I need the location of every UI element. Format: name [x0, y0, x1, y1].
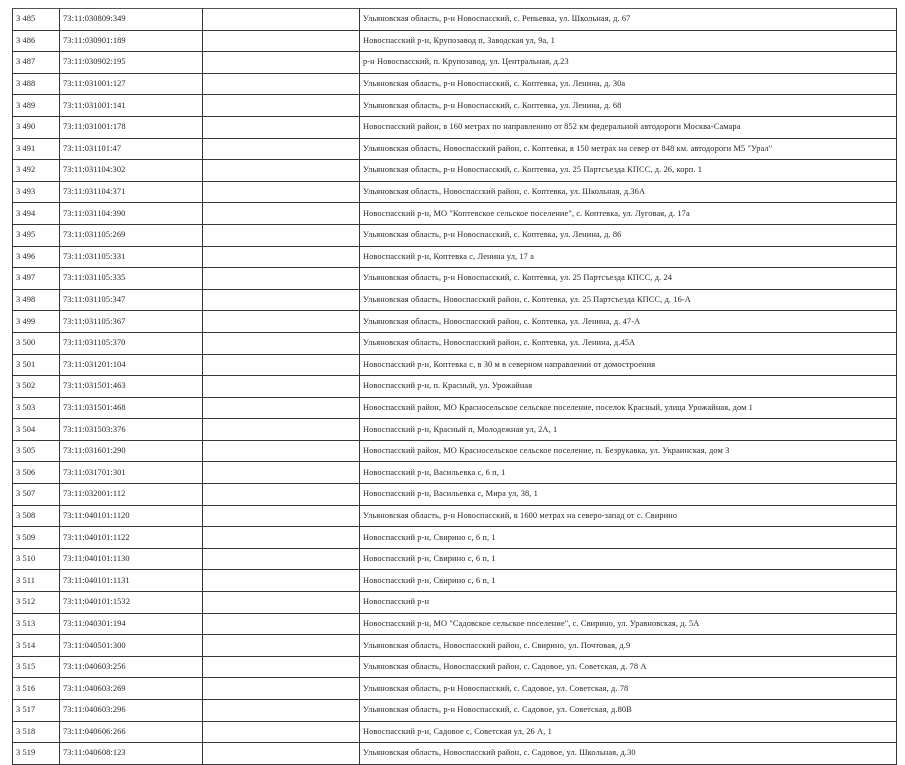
empty-cell	[203, 376, 360, 398]
row-number-cell: 3 486	[13, 30, 60, 52]
row-number-cell: 3 507	[13, 484, 60, 506]
empty-cell	[203, 9, 360, 31]
address-cell: Ульяновская область, Новоспасский район, с. Коптевка, ул. Ленина, д. 47-А	[360, 311, 897, 333]
address-cell: Новоспасский р-н, Васильевка с, Мира ул, 38, 1	[360, 484, 897, 506]
cadastral-number-cell: 73:11:040101:1122	[60, 527, 203, 549]
table-row	[13, 527, 897, 549]
cadastral-number-cell: 73:11:040501:300	[60, 635, 203, 657]
address-cell: Ульяновская область, Новоспасский район, с. Коптевка, ул. Школьная, д.36А	[360, 181, 897, 203]
cadastral-number-cell: 73:11:040603:296	[60, 700, 203, 722]
table-row	[13, 181, 897, 203]
address-cell: Новоспасский р-н, МО "Коптевское сельское поселение", с. Коптевка, ул. Луговая, д. 17а	[360, 203, 897, 225]
empty-cell	[203, 635, 360, 657]
row-number-cell: 3 489	[13, 95, 60, 117]
table-row	[13, 246, 897, 268]
empty-cell	[203, 30, 360, 52]
table-row	[13, 440, 897, 462]
table-row	[13, 376, 897, 398]
table-row	[13, 289, 897, 311]
address-cell: р-н Новоспасский, п. Крупозавод, ул. Центральная, д.23	[360, 52, 897, 74]
empty-cell	[203, 160, 360, 182]
row-number-cell: 3 509	[13, 527, 60, 549]
row-number-cell: 3 503	[13, 397, 60, 419]
cadastral-number-cell: 73:11:040606:266	[60, 721, 203, 743]
empty-cell	[203, 246, 360, 268]
table-row	[13, 462, 897, 484]
row-number-cell: 3 512	[13, 592, 60, 614]
table-row	[13, 116, 897, 138]
cadastral-number-cell: 73:11:031105:335	[60, 268, 203, 290]
table-row	[13, 635, 897, 657]
empty-cell	[203, 462, 360, 484]
row-number-cell: 3 510	[13, 548, 60, 570]
empty-cell	[203, 138, 360, 160]
empty-cell	[203, 332, 360, 354]
table-row	[13, 160, 897, 182]
cadastral-number-cell: 73:11:031105:269	[60, 224, 203, 246]
row-number-cell: 3 513	[13, 613, 60, 635]
row-number-cell: 3 495	[13, 224, 60, 246]
row-number-cell: 3 485	[13, 9, 60, 31]
row-number-cell: 3 505	[13, 440, 60, 462]
row-number-cell: 3 496	[13, 246, 60, 268]
cadastral-number-cell: 73:11:032001:112	[60, 484, 203, 506]
table-row	[13, 9, 897, 31]
row-number-cell: 3 487	[13, 52, 60, 74]
cadastral-number-cell: 73:11:040101:1120	[60, 505, 203, 527]
cadastral-number-cell: 73:11:031104:302	[60, 160, 203, 182]
empty-cell	[203, 700, 360, 722]
empty-cell	[203, 505, 360, 527]
address-cell: Ульяновская область, Новоспасский район, с. Коптевка, ул. Ленина, д.45А	[360, 332, 897, 354]
address-cell: Новоспасский р-н, Красный п, Молодежная ул, 2А, 1	[360, 419, 897, 441]
address-cell: Ульяновская область, р-н Новоспасский, с. Садовое, ул. Советская, д. 78	[360, 678, 897, 700]
empty-cell	[203, 52, 360, 74]
row-number-cell: 3 516	[13, 678, 60, 700]
address-cell: Новоспасский р-н, Садовое с, Советская ул, 26 А, 1	[360, 721, 897, 743]
address-cell: Новоспасский р-н, Свирино с, 6 п, 1	[360, 548, 897, 570]
address-cell: Ульяновская область, Новоспасский район, с. Свирино, ул. Почтовая, д.9	[360, 635, 897, 657]
address-cell: Новоспасский р-н, Крупозавод п, Заводская ул, 9а, 1	[360, 30, 897, 52]
table-row	[13, 484, 897, 506]
address-cell: Новоспасский р-н, Васильевка с, 6 п, 1	[360, 462, 897, 484]
cadastral-number-cell: 73:11:040301:194	[60, 613, 203, 635]
cadastral-number-cell: 73:11:040101:1532	[60, 592, 203, 614]
empty-cell	[203, 73, 360, 95]
empty-cell	[203, 570, 360, 592]
empty-cell	[203, 95, 360, 117]
address-cell: Ульяновская область, р-н Новоспасский, с. Коптевка, ул. Ленина, д. 68	[360, 95, 897, 117]
address-cell: Ульяновская область, р-н Новоспасский, с. Репьевка, ул. Школьная, д. 67	[360, 9, 897, 31]
row-number-cell: 3 502	[13, 376, 60, 398]
address-cell: Новоспасский р-н, МО "Садовское сельское поселение", с. Свирино, ул. Уравновская, д. 5А	[360, 613, 897, 635]
cadastral-number-cell: 73:11:040603:269	[60, 678, 203, 700]
address-cell: Новоспасский район, в 160 метрах по направлению от 852 км федеральной автодороги Москва-Самара	[360, 116, 897, 138]
cadastral-number-cell: 73:11:040608:123	[60, 743, 203, 765]
cadastral-number-cell: 73:11:031201:104	[60, 354, 203, 376]
address-cell: Ульяновская область, р-н Новоспасский, с. Садовое, ул. Советская, д.80В	[360, 700, 897, 722]
cadastral-number-cell: 73:11:031501:463	[60, 376, 203, 398]
row-number-cell: 3 515	[13, 656, 60, 678]
address-cell: Новоспасский район, МО Красносельское сельское поселение, п. Безрукавка, ул. Украинская, дом 3	[360, 440, 897, 462]
row-number-cell: 3 490	[13, 116, 60, 138]
empty-cell	[203, 419, 360, 441]
address-cell: Ульяновская область, р-н Новоспасский, с. Коптевка, ул. Ленина, д. 86	[360, 224, 897, 246]
address-cell: Ульяновская область, Новоспасский район, с. Садовое, ул. Школьная, д.30	[360, 743, 897, 765]
cadastral-number-cell: 73:11:031501:468	[60, 397, 203, 419]
table-row	[13, 203, 897, 225]
address-cell: Ульяновская область, р-н Новоспасский, в 1600 метрах на северо-запад от с. Свирино	[360, 505, 897, 527]
row-number-cell: 3 494	[13, 203, 60, 225]
address-cell: Новоспасский р-н, Коптевка с, в 30 м в северном направлении от домостроения	[360, 354, 897, 376]
cadastral-number-cell: 73:11:031101:47	[60, 138, 203, 160]
empty-cell	[203, 613, 360, 635]
property-registry-table	[12, 8, 897, 765]
cadastral-number-cell: 73:11:031503:376	[60, 419, 203, 441]
table-row	[13, 592, 897, 614]
cadastral-number-cell: 73:11:031001:141	[60, 95, 203, 117]
table-row	[13, 268, 897, 290]
row-number-cell: 3 511	[13, 570, 60, 592]
row-number-cell: 3 497	[13, 268, 60, 290]
empty-cell	[203, 721, 360, 743]
cadastral-number-cell: 73:11:031105:331	[60, 246, 203, 268]
row-number-cell: 3 492	[13, 160, 60, 182]
empty-cell	[203, 656, 360, 678]
empty-cell	[203, 678, 360, 700]
empty-cell	[203, 116, 360, 138]
table-row	[13, 397, 897, 419]
row-number-cell: 3 517	[13, 700, 60, 722]
address-cell: Ульяновская область, р-н Новоспасский, с. Коптевка, ул. 25 Партсъезда КПСС, д. 26, корп. 1	[360, 160, 897, 182]
cadastral-number-cell: 73:11:030901:189	[60, 30, 203, 52]
cadastral-number-cell: 73:11:040603:256	[60, 656, 203, 678]
cadastral-number-cell: 73:11:031104:390	[60, 203, 203, 225]
empty-cell	[203, 440, 360, 462]
cadastral-number-cell: 73:11:030809:349	[60, 9, 203, 31]
address-cell: Новоспасский р-н, Свирино с, 6 п, 1	[360, 527, 897, 549]
row-number-cell: 3 518	[13, 721, 60, 743]
address-cell: Новоспасский р-н, Свирино с, 6 п, 1	[360, 570, 897, 592]
row-number-cell: 3 498	[13, 289, 60, 311]
row-number-cell: 3 501	[13, 354, 60, 376]
table-row	[13, 613, 897, 635]
empty-cell	[203, 354, 360, 376]
address-cell: Новоспасский р-н	[360, 592, 897, 614]
table-row	[13, 95, 897, 117]
cadastral-number-cell: 73:11:031105:347	[60, 289, 203, 311]
table-row	[13, 332, 897, 354]
row-number-cell: 3 499	[13, 311, 60, 333]
empty-cell	[203, 397, 360, 419]
row-number-cell: 3 514	[13, 635, 60, 657]
row-number-cell: 3 491	[13, 138, 60, 160]
cadastral-number-cell: 73:11:031105:367	[60, 311, 203, 333]
cadastral-number-cell: 73:11:030902:195	[60, 52, 203, 74]
row-number-cell: 3 508	[13, 505, 60, 527]
cadastral-number-cell: 73:11:031105:370	[60, 332, 203, 354]
table-row	[13, 656, 897, 678]
empty-cell	[203, 743, 360, 765]
table-body	[13, 9, 897, 765]
cadastral-number-cell: 73:11:031104:371	[60, 181, 203, 203]
empty-cell	[203, 268, 360, 290]
row-number-cell: 3 493	[13, 181, 60, 203]
empty-cell	[203, 527, 360, 549]
table-row	[13, 354, 897, 376]
cadastral-number-cell: 73:11:040101:1130	[60, 548, 203, 570]
table-row	[13, 678, 897, 700]
table-row	[13, 73, 897, 95]
empty-cell	[203, 181, 360, 203]
row-number-cell: 3 504	[13, 419, 60, 441]
cadastral-number-cell: 73:11:031601:290	[60, 440, 203, 462]
address-cell: Ульяновская область, Новоспасский район, с. Садовое, ул. Советская, д. 78 А	[360, 656, 897, 678]
table-row	[13, 311, 897, 333]
empty-cell	[203, 289, 360, 311]
row-number-cell: 3 488	[13, 73, 60, 95]
table-row	[13, 548, 897, 570]
row-number-cell: 3 506	[13, 462, 60, 484]
address-cell: Ульяновская область, Новоспасский район, с. Коптевка, ул. 25 Партсъезда КПСС, д. 16-А	[360, 289, 897, 311]
empty-cell	[203, 311, 360, 333]
address-cell: Новоспасский р-н, п. Красный, ул. Урожайная	[360, 376, 897, 398]
cadastral-number-cell: 73:11:031001:178	[60, 116, 203, 138]
table-row	[13, 700, 897, 722]
table-row	[13, 570, 897, 592]
table-row	[13, 721, 897, 743]
cadastral-number-cell: 73:11:031001:127	[60, 73, 203, 95]
row-number-cell: 3 519	[13, 743, 60, 765]
empty-cell	[203, 224, 360, 246]
table-row	[13, 138, 897, 160]
address-cell: Ульяновская область, р-н Новоспасский, с. Коптевка, ул. Ленина, д. 30а	[360, 73, 897, 95]
cadastral-number-cell: 73:11:040101:1131	[60, 570, 203, 592]
address-cell: Ульяновская область, Новоспасский район, с. Коптевка, в 150 метрах на север от 848 км. автодороги М5 "Урал"	[360, 138, 897, 160]
table-row	[13, 743, 897, 765]
table-row	[13, 505, 897, 527]
empty-cell	[203, 484, 360, 506]
empty-cell	[203, 203, 360, 225]
empty-cell	[203, 548, 360, 570]
cadastral-number-cell: 73:11:031701:301	[60, 462, 203, 484]
empty-cell	[203, 592, 360, 614]
address-cell: Новоспасский р-н, Коптевка с, Ленина ул, 17 а	[360, 246, 897, 268]
table-row	[13, 52, 897, 74]
row-number-cell: 3 500	[13, 332, 60, 354]
address-cell: Новоспасский район, МО Красносельское сельское поселение, поселок Красный, улица Урожайная, дом 1	[360, 397, 897, 419]
table-row	[13, 224, 897, 246]
table-row	[13, 419, 897, 441]
address-cell: Ульяновская область, р-н Новоспасский, с. Коптевка, ул. 25 Партсъезда КПСС, д. 24	[360, 268, 897, 290]
table-row	[13, 30, 897, 52]
